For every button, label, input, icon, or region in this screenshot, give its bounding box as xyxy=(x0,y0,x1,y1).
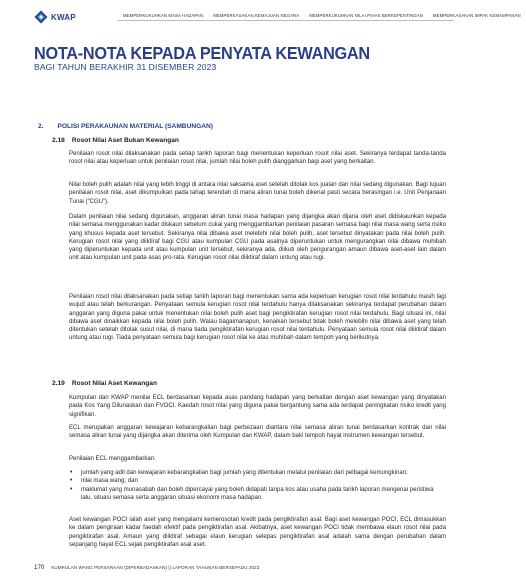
page-number: 170 xyxy=(34,564,45,571)
page-subtitle: BAGI TAHUN BERAKHIR 31 DISEMBER 2023 xyxy=(34,62,217,72)
kwap-logo-icon xyxy=(34,10,48,24)
footer-text: KUMPULAN WANG PERSARAAN (DIPERBADANKAN) || LAPORAN TAHUNAN BERSEPADU 2023 xyxy=(51,565,260,570)
paragraph: Kumpulan dan KWAP menilai ECL berdasarkan kepada asas pandang hadapan yang berkaitan dengan aset kewangan yang dinyatakan pada Kos Yang Dilunaskan dan FVOCI. Kaedah rosot nilai yang diguna pakai bergantung sama ada terdapat peningkatan risiko kredit yang signifikan. xyxy=(69,395,446,418)
nav-item-impak-kemampanan[interactable]: MEMPERKASAKAN IMPAK KEMAMPANAN xyxy=(432,13,521,18)
page-title: NOTA-NOTA KEPADA PENYATA KEWANGAN xyxy=(34,43,370,63)
kwap-logo xyxy=(34,10,76,24)
list-item: • maklumat yang munasabah dan boleh dipercayai yang boleh didapati tanpa kos atau usaha pada tarikh laporan mengenai peristiwa lalu, situasi semasa serta anggaran situasi ekonomi masa hadapan. xyxy=(69,486,446,503)
logo-text: KWAP xyxy=(51,12,76,22)
top-navigation xyxy=(118,13,526,18)
paragraph: ECL merupakan anggaran kewajaran kebarangkalian bagi perbezaan diantara nilai semasa aliran tunai berdasarkan kontrak dan nilai semasa aliran tunai yang dijangka akan diterima oleh Kumpulan dan KWAP, dalam baki tempoh hayat instrumen kewangan tersebut. xyxy=(69,425,446,440)
nav-item-nilai-pihak[interactable]: MEMPERKUKUHKAN NILAI PIHAK BERKEPENTINGAN xyxy=(309,13,423,18)
list-item: • nilai masa wang; dan xyxy=(69,477,446,485)
paragraph: Penilaian ECL menggambarkan: xyxy=(69,456,156,462)
subsection-number: 2.19 xyxy=(52,380,65,387)
nav-divider xyxy=(118,20,454,21)
section-number: 2. xyxy=(38,123,44,130)
paragraph: Dalam penilaian nilai sedang digunakan, anggaran aliran tunai masa hadapan yang dijangka akan dijana oleh aset didiskaunkan kepada nilai semasa menggunakan kadar diskaun sebelum cukai yang menggambarkan penilaian pasaran semasa bagi nilai masa wang serta risiko yang khusus kepada aset tersebut. Sekiranya nilai dibawa aset melebihi nilai boleh pulih, aset tersebut dinyatakan pada nilai boleh pulih. Kerugian rosot nilai yang diiktiraf bagi CGU atau kumpulan CGU pada asalnya diperuntukan untuk mengurangkan nilai dibawa muhibah yang diperuntukan kepada unit atau kumpulan unit tersebut, sekiranya ada, diikuti oleh pengurangan amaun dibawa aset-aset lain dalam unit atau kumpulan unit pada asas pro-rata. Kerugian rosot nilai diiktiraf dalam untung atau rugi. xyxy=(69,214,446,262)
nav-item-kemajuan-negara[interactable]: MEMPERKASAKAN KEMAJUAN NEGARA xyxy=(213,13,300,18)
section-title: POLISI PERAKAUNAN MATERIAL (SAMBUNGAN) xyxy=(57,123,213,130)
subsection-number: 2.18 xyxy=(52,137,65,144)
subsection-title: Rosot Nilai Aset Kewangan xyxy=(71,380,157,387)
section-heading xyxy=(38,123,213,130)
page-footer xyxy=(34,564,259,571)
paragraph: Penilaian rosot nilai dilaksanakan pada setiap tarikh laporan bagi menentukan keperluan rosot nilai aset. Sekiranya terdapat tanda-tanda rosot nilai atau keperluan untuk penilaian rosot nilai, jumlah nilai boleh pulih dianggarkan bagi aset yang berkaitan. xyxy=(69,151,446,166)
paragraph: Nilai boleh pulih adalah nilai yang lebih tinggi di antara nilai saksama aset setelah ditolak kos jualan dan nilai sedang digunakan. Bagi tujuan penilaian rosot nilai, aset dikumpulkan pada tahap terendah di mana aliran tunai boleh dikenal pasti secara berasingan i.e. Unit Penjanaan Tunai (“CGU”). xyxy=(69,182,446,205)
subsection-title: Rosot Nilai Aset Bukan Kewangan xyxy=(71,137,179,144)
nav-item-masa-hadapan[interactable]: MEMPERKUKUHKAN MASA HADAPAN xyxy=(123,13,204,18)
subsection-heading-2-19 xyxy=(52,380,157,387)
paragraph: Penilaian rosot nilai dilaksanakan pada setiap tarikh laporan bagi menentukan sama ada keperluan kerugian rosot nilai terdahulu masih lagi wujud atau telah berkurangan. Penyataan semula kerugian rosot nilai terdahulu hanya dilaksanakan sekiranya terdapat perubahan dalam anggaran yang diguna pakai untuk menentukan nilai boleh pulih aset bagi pengiktirafan kerugian rosot nilai terdahulu. Bagi situasi ini, nilai dibawa aset dinaikkan kepada nilai boleh pulih. Walau bagaimanapun, kenaikan tersebut tidak boleh melebihi nilai dibawa aset yang telah ditentukan setelah ditolak susut nilai, di mana tiada pengiktirafan kerugian rosot nilai terdahulu. Penyataan semula rosot nilai diiktiraf dalam untung atau rugi. Tiada penyataan semula bagi kerugian rosot nilai ke atas muhibah dalam tempoh yang berikutnya. xyxy=(69,294,446,342)
paragraph: Aset kewangan POCI ialah aset yang mengalami kemerosotan kredit pada pengiktirafan asal. Bagi aset kewangan POCI, ECL dimasukkan ke dalam pengiraan kadar faedah efektif pada pengiktirafan asal. Akibatnya, aset kewangan POCI tidak membawa elaun rosot nilai pada pengiktirafan asal. Amaun yang diiktiraf sebagai elaun kerugian selepas pengiktirafan asal adalah sama dengan perubahan dalam sepanjang hayat ECL sejak pengiktirafan asal aset. xyxy=(69,517,446,548)
bullet-list xyxy=(69,469,446,502)
subsection-heading-2-18 xyxy=(52,137,179,144)
list-item: • jumlah yang adil dan kewajaran kebarangkalian bagi jumlah yang ditentukan melalui penilaian dari pelbagai kemungkinan; xyxy=(69,469,446,477)
